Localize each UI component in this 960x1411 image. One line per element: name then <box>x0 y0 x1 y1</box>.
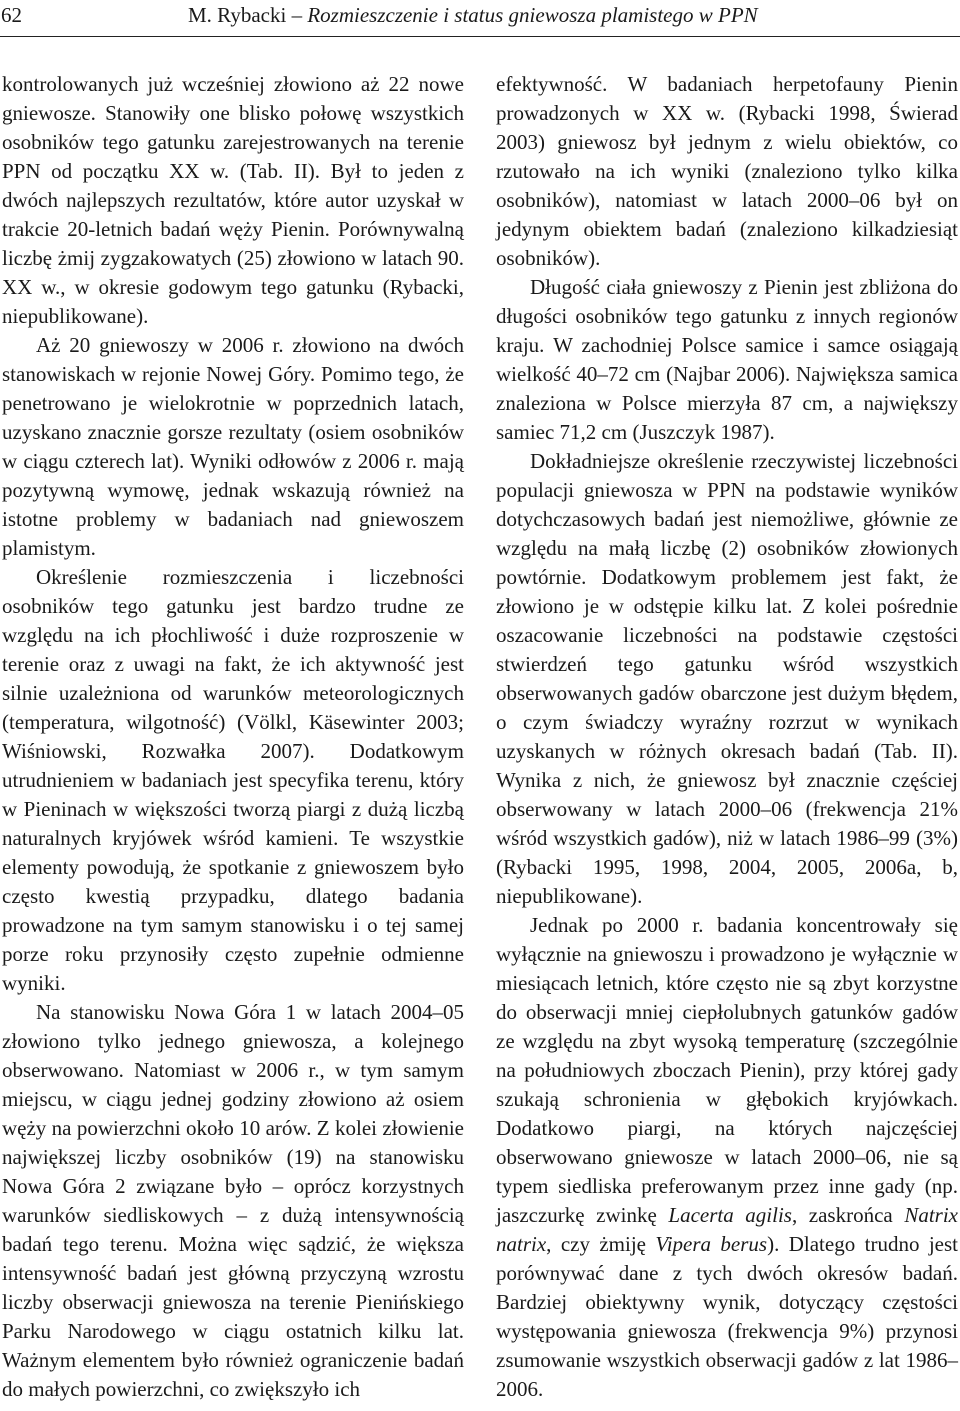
page-number: 62 <box>1 3 22 27</box>
right-paragraph-4-text-b: , zaskrońca <box>791 1203 905 1227</box>
left-column <box>2 70 464 1404</box>
right-paragraph-4-text-c: , czy żmiję <box>546 1232 656 1256</box>
right-paragraph-3: Dokładniejsze określenie rzeczywistej liczebności populacji gniewosza w PPN na podstawie wyników dotychczasowych badań jest niemożliwe, głównie ze względu na małą liczbę (2) osobników złowionych powtórnie. Dodatkowym problemem jest fakt, że złowiono je w odstępie kilku lat. Z kolei pośrednie oszacowanie liczebności na podstawie częstości stwierdzeń tego gatunku wśród wszystkich obserwowanych gadów obarczone jest dużym błędem, o czym świadczy wyraźny rozrzut w wynikach uzyskanych w różnych okresach badań (Tab. II). Wynika z nich, że gniewosz był znacznie częściej obserwowany w latach 2000–06 (frekwencja 21% wśród wszystkich gadów), niż w latach 1986–99 (3%) (Rybacki 1995, 1998, 2004, 2005, 2006a, b, niepublikowane). <box>496 449 958 908</box>
right-paragraph-4-text-d: ). Dlatego trudno jest porównywać dane z tych dwóch okresów badań. Bardziej obiektywny wynik, dotyczący częstości występowania gniewosza (frekwencja 9%) przynosi zsumowanie wszystkich obserwacji gadów z lat 1986–2006. <box>496 1232 959 1401</box>
right-column <box>496 70 958 1404</box>
left-paragraph-2: Aż 20 gniewoszy w 2006 r. złowiono na dwóch stanowiskach w rejonie Nowej Góry. Pomimo tego, że penetrowano je wielokrotnie w poprzednich latach, uzyskano znacznie gorsze rezultaty (osiem osobników w ciągu czterech lat). Wyniki odłowów z 2006 r. mają pozytywną wymowę, jednak wskazują również na istotne problemy w badaniach nad gniewoszem plamistym. <box>2 333 464 560</box>
left-paragraph-3: Określenie rozmieszczenia i liczebności osobników tego gatunku jest bardzo trudne ze względu na ich płochliwość i duże rozproszenie w terenie oraz z uwagi na fakt, że ich aktywność jest silnie uzależniona od warunków meteorologicznych (temperatura, wilgotność) (Völkl, Käsewinter 2003; Wiśniowski, Rozwałka 2007). Dodatkowym utrudnieniem w badaniach jest specyfika terenu, który w Pieninach w większości tworzą piargi z dużą liczbą naturalnych kryjówek wśród kamieni. Te wszystkie elementy powodują, że spotkanie z gniewoszem było często kwestią przypadku, dlatego badania prowadzone na tym samym stanowisku i o tej samej porze roku przynosiły często zupełnie odmienne wyniki. <box>2 565 464 995</box>
running-title-italic: Rozmieszczenie i status gniewosza plamistego w PPN <box>307 3 758 27</box>
right-paragraph-2: Długość ciała gniewoszy z Pienin jest zbliżona do długości osobników tego gatunku z innych regionów kraju. W zachodniej Polsce samice i samce osiągają wielkość 40–72 cm (Najbar 2006). Największa samica znaleziona w Polsce mierzyła 87 cm, a największy samiec 71,2 cm (Juszczyk 1987). <box>496 275 958 444</box>
running-title <box>188 2 758 28</box>
left-paragraph-4: Na stanowisku Nowa Góra 1 w latach 2004–05 złowiono tylko jednego gniewosza, a kolejnego obserwowano. Natomiast w 2006 r., w tym samym miejscu, w ciągu jednej godziny złowiono aż osiem węży na powierzchni około 10 arów. Z kolei złowienie największej liczby osobników (19) na stanowisku Nowa Góra 2 związane było – oprócz korzystnych warunków siedliskowych – z dużą intensywnością badań tego terenu. Można więc sądzić, że większa intensywność badań jest główną przyczyną wzrostu liczby obserwacji gniewosza na terenie Pienińskiego Parku Narodowego w ciągu ostatnich kilku lat. Ważnym elementem było również ograniczenie badań do małych powierzchni, co zwiększyło ich <box>2 1000 464 1401</box>
header-rule <box>0 36 960 37</box>
right-paragraph-1: efektywność. W badaniach herpetofauny Pienin prowadzonych w XX w. (Rybacki 1998, Świerad 2003) gniewosz był jednym z wielu obiektów, co rzutowało na ich wyniki (znaleziono tylko kilka osobników), natomiast w latach 2000–06 był on jedynym obiektem badań (znaleziono kilkadziesiąt osobników). <box>496 72 958 270</box>
right-paragraph-4 <box>496 911 958 1404</box>
running-header <box>0 0 960 34</box>
species-lacerta-agilis: Lacerta agilis <box>668 1203 792 1227</box>
right-paragraph-4-text-a: Jednak po 2000 r. badania koncentrowały się wyłącznie na gniewoszu i prowadzono je wyłącznie w miesiącach letnich, które często nie są zbyt korzystne do obserwacji mniej ciepłolubnych gatunków gadów ze względu na zbyt wysoką temperaturę (szczególnie na południowych zboczach Pienin), przy której gady szukają schronienia w głębokich kryjówkach. Dodatkowo piargi, na których najczęściej obserwowano gniewosze w latach 2000–06, nie są typem siedliska preferowanym przez inne gady (np. jaszczurkę zwinkę <box>496 913 958 1227</box>
species-natrix-natrix: Natrix natrix <box>496 1203 958 1256</box>
left-paragraph-1: kontrolowanych już wcześniej złowiono aż 22 nowe gniewosze. Stanowiły one blisko połowę wszystkich osobników tego gatunku zarejestrowanych na terenie PPN od początku XX w. (Tab. II). Był to jeden z dwóch najlepszych rezultatów, które autor uzyskał w trakcie 20-letnich badań węży Pienin. Porównywalną liczbę żmij zygzakowatych (25) złowiono w latach 90. XX w., w okresie godowym tego gatunku (Rybacki, niepublikowane). <box>2 72 464 328</box>
species-vipera-berus: Vipera berus <box>655 1232 768 1256</box>
running-title-author: M. Rybacki – <box>188 3 308 27</box>
